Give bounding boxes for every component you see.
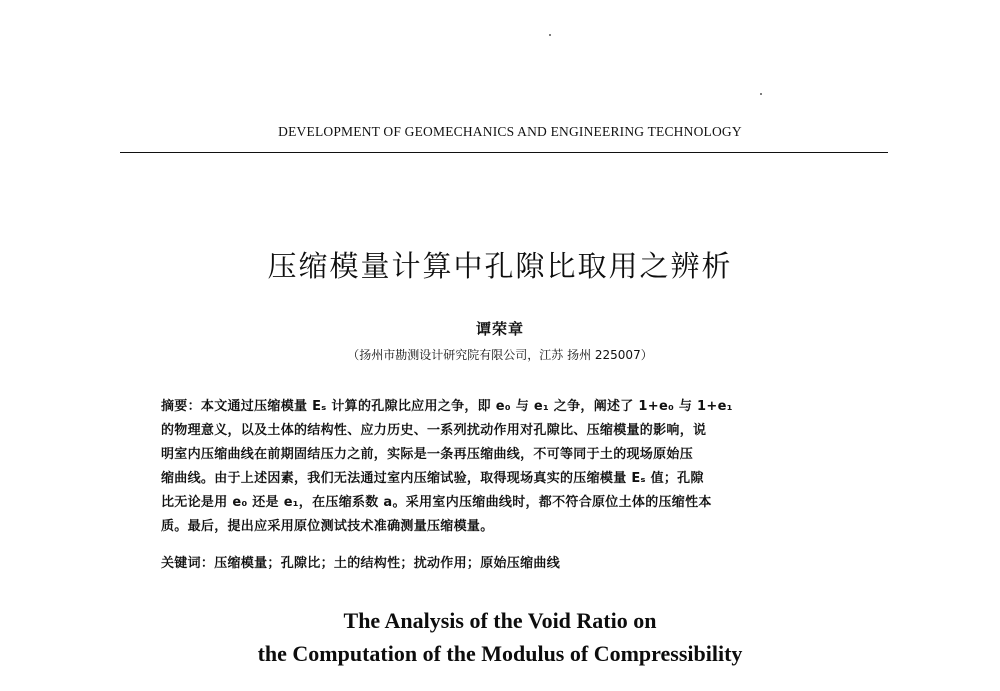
abstract-line: 比无论是用 e₀ 还是 e₁，在压缩系数 a。采用室内压缩曲线时，都不符合原位土体的压缩性本 [161,495,712,510]
article-title-english-line-2: the Computation of the Modulus of Compressibility [257,641,743,666]
journal-running-header: DEVELOPMENT OF GEOMECHANICS AND ENGINEERING TECHNOLOGY [278,124,742,139]
article-title-english [150,604,850,670]
scan-speck [549,34,551,36]
abstract [161,395,861,539]
abstract-line: 的物理意义，以及土体的结构性、应力历史、一系列扰动作用对孔隙比、压缩模量的影响，说 [161,423,707,438]
author-affiliation: （扬州市勘测设计研究院有限公司，江苏 扬州 225007） [347,348,653,362]
abstract-line: 明室内压缩曲线在前期固结压力之前，实际是一条再压缩曲线，不可等同于土的现场原始压 [161,447,694,462]
abstract-line: 摘要：本文通过压缩模量 Eₛ 计算的孔隙比应用之争，即 e₀ 与 e₁ 之争，阐述了 1+e₀ 与 1+e₁ [161,399,733,414]
abstract-line: 缩曲线。由于上述因素，我们无法通过室内压缩试验，取得现场真实的压缩模量 Eₛ 值；孔隙 [161,471,704,486]
header-rule [120,152,888,153]
article-title-english-line-1: The Analysis of the Void Ratio on [343,608,657,633]
abstract-line: 质。最后，提出应采用原位测试技术准确测量压缩模量。 [161,519,494,534]
keywords: 关键词：压缩模量；孔隙比；土的结构性；扰动作用；原始压缩曲线 [161,556,561,571]
scan-speck [760,93,762,95]
author-name: 谭荣章 [475,320,524,338]
article-title-chinese: 压缩模量计算中孔隙比取用之辨析 [267,249,733,283]
